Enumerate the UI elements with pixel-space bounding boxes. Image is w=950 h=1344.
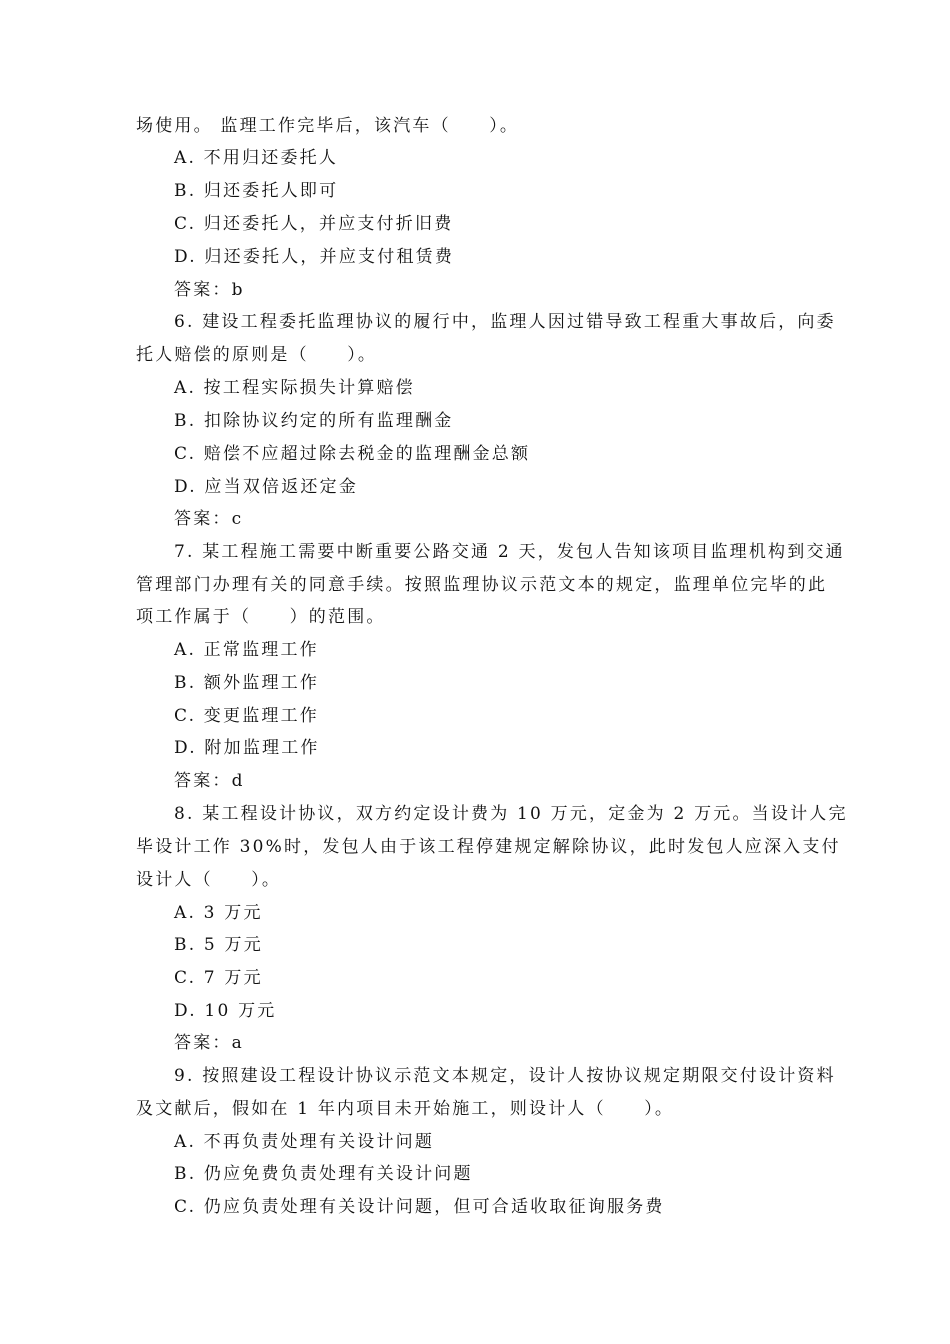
option-c: C. 仍应负责处理有关设计问题，但可合适收取征询服务费 — [174, 1197, 665, 1217]
text-line: 场使用。 监理工作完毕后，该汽车（ ）。 — [136, 116, 520, 136]
answer-line: 答案：a — [174, 1033, 244, 1053]
option-c: C. 赔偿不应超过除去税金的监理酬金总额 — [174, 444, 531, 464]
option-a: A. 不再负责处理有关设计问题 — [174, 1132, 435, 1152]
text-line: 设计人（ ）。 — [136, 870, 282, 890]
question-9: 9. 按照建设工程设计协议示范文本规定，设计人按协议规定期限交付设计资料 — [174, 1066, 836, 1086]
text-line: 项工作属于（ ）的范围。 — [136, 607, 386, 627]
text-line: 及文献后，假如在 1 年内项目未开始施工，则设计人（ ）。 — [136, 1099, 675, 1119]
question-8: 8. 某工程设计协议，双方约定设计费为 10 万元，定金为 2 万元。当设计人完 — [174, 804, 848, 824]
option-b: B. 仍应免费负责处理有关设计问题 — [174, 1164, 473, 1184]
answer-line: 答案：c — [174, 509, 244, 529]
option-d: D. 附加监理工作 — [174, 738, 320, 758]
answer-line: 答案：d — [174, 771, 245, 791]
option-b: B. 额外监理工作 — [174, 673, 320, 693]
option-a: A. 正常监理工作 — [174, 640, 319, 660]
question-7: 7. 某工程施工需要中断重要公路交通 2 天，发包人告知该项目监理机构到交通 — [174, 542, 845, 562]
text-line: 管理部门办理有关的同意手续。按照监理协议示范文本的规定，监理单位完毕的此 — [136, 575, 828, 595]
option-a: A. 按工程实际损失计算赔偿 — [174, 378, 415, 398]
option-a: A. 3 万元 — [174, 903, 263, 923]
option-d: D. 10 万元 — [174, 1001, 277, 1021]
option-c: C. 归还委托人，并应支付折旧费 — [174, 214, 454, 234]
option-a: A. 不用归还委托人 — [174, 148, 339, 168]
option-d: D. 归还委托人，并应支付租赁费 — [174, 247, 455, 267]
option-b: B. 5 万元 — [174, 935, 263, 955]
text-line: 毕设计工作 30%时，发包人由于该工程停建规定解除协议，此时发包人应深入支付 — [136, 837, 841, 857]
option-c: C. 7 万元 — [174, 968, 263, 988]
option-b: B. 归还委托人即可 — [174, 181, 339, 201]
option-c: C. 变更监理工作 — [174, 706, 320, 726]
question-6: 6. 建设工程委托监理协议的履行中，监理人因过错导致工程重大事故后，向委 — [174, 312, 836, 332]
text-line: 托人赔偿的原则是（ ）。 — [136, 345, 378, 365]
option-b: B. 扣除协议约定的所有监理酬金 — [174, 411, 454, 431]
option-d: D. 应当双倍返还定金 — [174, 477, 359, 497]
answer-line: 答案：b — [174, 280, 245, 300]
